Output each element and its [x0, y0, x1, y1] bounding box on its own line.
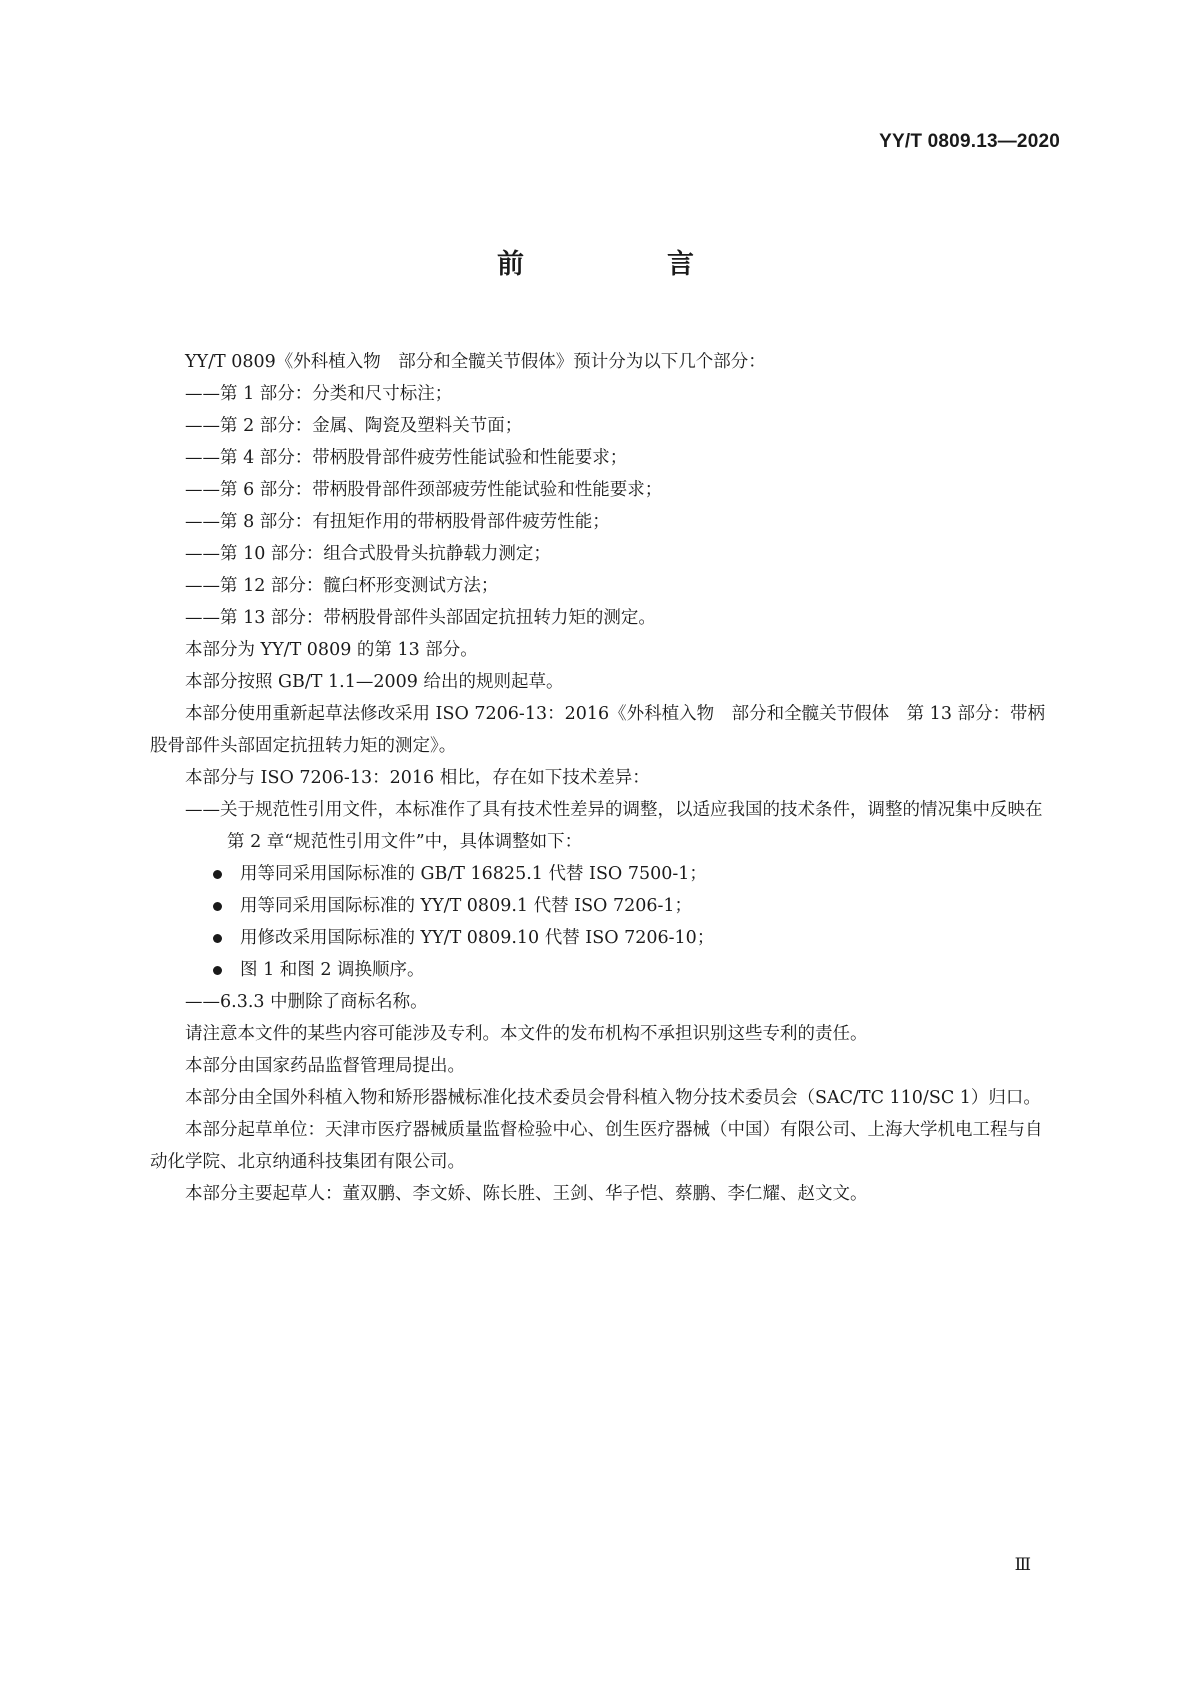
part-item: ——第 12 部分：髋臼杯形变测试方法；: [185, 576, 499, 596]
bullet-text: 用修改采用国际标准的 YY/T 0809.10 代替 ISO 7206-10；: [240, 928, 715, 948]
difference-item: ——6.3.3 中删除了商标名称。: [185, 992, 428, 1012]
bullet-text: 用等同采用国际标准的 GB/T 16825.1 代替 ISO 7500-1；: [240, 864, 707, 884]
part-item: ——第 2 部分：金属、陶瓷及塑料关节面；: [185, 416, 523, 436]
part-item: ——第 4 部分：带柄股骨部件疲劳性能试验和性能要求；: [185, 448, 628, 468]
standard-code: YY/T 0809.13—2020: [879, 131, 1060, 152]
part-item: ——第 1 部分：分类和尺寸标注；: [185, 384, 453, 404]
intro-paragraph: YY/T 0809《外科植入物 部分和全髋关节假体》预计分为以下几个部分：: [185, 352, 766, 372]
part-item: ——第 10 部分：组合式股骨头抗静载力测定；: [185, 544, 551, 564]
bullet-item: [150, 922, 1052, 954]
document-body: [150, 346, 1052, 1210]
part-item: ——第 8 部分：有扭矩作用的带柄股骨部件疲劳性能；: [185, 512, 610, 532]
bullet-dot-icon: [213, 870, 222, 879]
drafting-rules-paragraph: 本部分按照 GB/T 1.1—2009 给出的规则起草。: [185, 672, 564, 692]
proposed-by-paragraph: 本部分由国家药品监督管理局提出。: [185, 1056, 465, 1076]
bullet-dot-icon: [213, 902, 222, 911]
drafting-units-paragraph: 本部分起草单位：天津市医疗器械质量监督检验中心、创生医疗器械（中国）有限公司、上海大学机电工程与自动化学院、北京纳通科技集团有限公司。: [150, 1120, 1043, 1172]
bullet-text: 图 1 和图 2 调换顺序。: [240, 960, 425, 980]
bullet-item: [150, 954, 1052, 986]
part-item: ——第 6 部分：带柄股骨部件颈部疲劳性能试验和性能要求；: [185, 480, 663, 500]
modified-adoption-paragraph: 本部分使用重新起草法修改采用 ISO 7206-13：2016《外科植入物 部分和全髋关节假体 第 13 部分：带柄股骨部件头部固定抗扭转力矩的测定》。: [150, 704, 1046, 756]
bullet-text: 用等同采用国际标准的 YY/T 0809.1 代替 ISO 7206-1；: [240, 896, 693, 916]
part-of-paragraph: 本部分为 YY/T 0809 的第 13 部分。: [185, 640, 478, 660]
centralized-by-paragraph: 本部分由全国外科植入物和矫形器械标准化技术委员会骨科植入物分技术委员会（SAC/TC 110/SC 1）归口。: [185, 1088, 1041, 1108]
bullet-item: [150, 890, 1052, 922]
drafters-paragraph: 本部分主要起草人：董双鹏、李文娇、陈长胜、王剑、华子恺、蔡鹏、李仁耀、赵文文。: [185, 1184, 868, 1204]
bullet-item: [150, 858, 1052, 890]
page-number: Ⅲ: [1014, 1555, 1031, 1575]
bullet-dot-icon: [213, 966, 222, 975]
bullet-dot-icon: [213, 934, 222, 943]
patent-notice-paragraph: 请注意本文件的某些内容可能涉及专利。本文件的发布机构不承担识别这些专利的责任。: [185, 1024, 868, 1044]
difference-item: ——关于规范性引用文件，本标准作了具有技术性差异的调整，以适应我国的技术条件，调整的情况集中反映在第 2 章“规范性引用文件”中，具体调整如下：: [185, 800, 1043, 852]
part-item: ——第 13 部分：带柄股骨部件头部固定抗扭转力矩的测定。: [185, 608, 656, 628]
page-title: 前 言: [497, 249, 752, 280]
differences-paragraph: 本部分与 ISO 7206-13：2016 相比，存在如下技术差异：: [185, 768, 650, 788]
